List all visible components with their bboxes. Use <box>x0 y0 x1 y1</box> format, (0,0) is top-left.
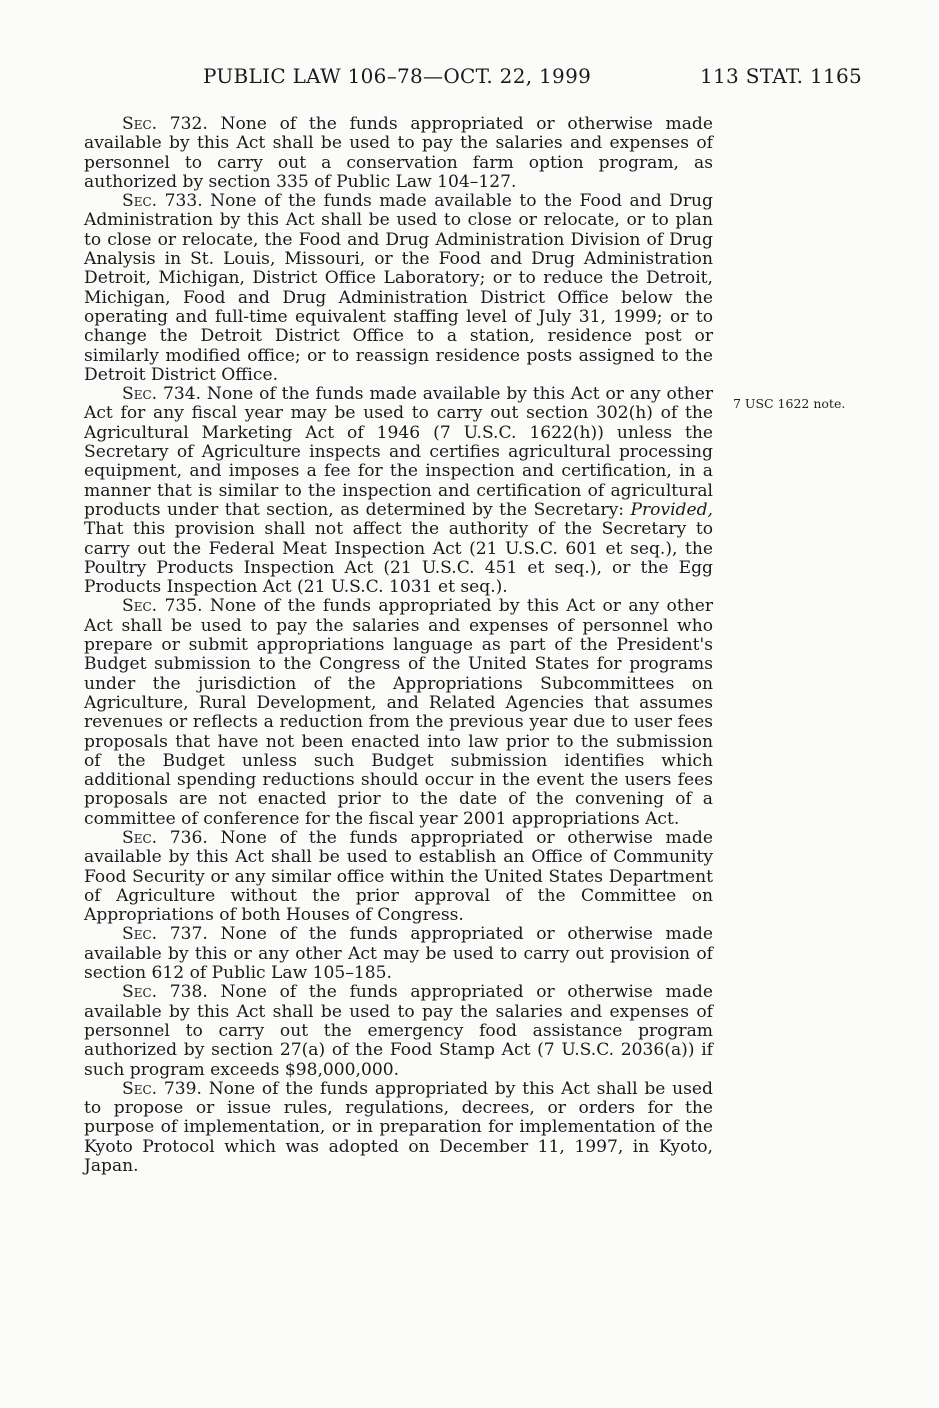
section-735 <box>84 597 713 829</box>
section-739 <box>84 1080 713 1176</box>
page-header <box>0 64 939 94</box>
section-text: None of the funds appropriated or otherwise made available by this Act shall be used to pay the salaries and expenses of personnel to carry out a conservation farm option program, as authorized by section 335 of Public Law 104–127. <box>84 114 713 192</box>
section-text: None of the funds appropriated or otherwise made available by this Act shall be used to establish an Office of Community Food Security or any similar office within the United States Department of Agriculture without the prior approval of the Committee on Appropriations of both Houses of Congress. <box>84 827 713 926</box>
section-text-continued: That this provision shall not affect the authority of the Secretary to carry out the Federal Meat Inspection Act (21 U.S.C. 601 et seq.), the Poultry Products Inspection Act (21 U.S.C. 451 et seq.), or the Egg Products Inspection Act (21 U.S.C. 1031 et seq.). <box>84 519 713 598</box>
section-label: Sec. 738. <box>122 982 208 1003</box>
section-734 <box>84 385 713 597</box>
section-label: Sec. 739. <box>122 1078 202 1099</box>
section-label: Sec. 737. <box>122 924 208 945</box>
running-head: PUBLIC LAW 106–78—OCT. 22, 1999 <box>203 64 592 88</box>
section-label: Sec. 734. <box>122 384 202 405</box>
section-label: Sec. 733. <box>122 191 203 212</box>
section-label: Sec. 735. <box>122 596 203 617</box>
section-732 <box>84 115 713 192</box>
document-body <box>84 115 713 1176</box>
section-label: Sec. 736. <box>122 827 208 848</box>
proviso-italic: Provided, <box>630 499 713 520</box>
section-736 <box>84 829 713 925</box>
section-text: None of the funds appropriated or otherwise made available by this or any other Act may be used to carry out provision of section 612 of Public Law 105–185. <box>84 924 713 984</box>
section-label: Sec. 732. <box>122 114 208 134</box>
section-738 <box>84 983 713 1079</box>
section-text: None of the funds made available to the Food and Drug Administration by this Act shall be used to close or relocate, or to plan to close or relocate, the Food and Drug Administration Division of Drug Analysis in St. Louis, Missouri, or the Food and Drug Administration Detroit, Michigan, District Office Laboratory; or to reduce the Detroit, Michigan, Food and Drug Administration District Office below the operating and full-time equivalent staffing level of July 31, 1999; or to change the Detroit District Office to a station, residence post or similarly modified office; or to reassign residence posts assigned to the Detroit District Office. <box>84 191 713 385</box>
section-text: None of the funds made available by this Act or any other Act for any fiscal year may be used to carry out section 302(h) of the Agricultural Marketing Act of 1946 (7 U.S.C. 1622(h)) unless the Secretary of Agriculture inspects and certifies agricultural processing equipment, and imposes a fee for the inspection and certification, in a manner that is similar to the inspection and certification of agricultural products under that section, as determined by the Secretary: <box>84 384 713 520</box>
section-737 <box>84 925 713 983</box>
section-text: None of the funds appropriated or otherwise made available by this Act shall be used to pay the salaries and expenses of personnel to carry out the emergency food assistance program authorized by section 27(a) of the Food Stamp Act (7 U.S.C. 2036(a)) if such program exceeds $98,000,000. <box>84 982 713 1080</box>
margin-note: 7 USC 1622 note. <box>733 396 846 411</box>
section-733 <box>84 192 713 385</box>
statute-citation: 113 STAT. 1165 <box>700 64 863 88</box>
section-text: None of the funds appropriated by this Act shall be used to propose or issue rules, regulations, decrees, or orders for the purpose of implementation, or in preparation for implementation of the Kyoto Protocol which was adopted on December 11, 1997, in Kyoto, Japan. <box>84 1078 713 1177</box>
section-text: None of the funds appropriated by this Act or any other Act shall be used to pay the salaries and expenses of personnel who prepare or submit appropriations language as part of the President's Budget submission to the Congress of the United States for programs under the jurisdiction of the Appropriations Subcommittees on Agriculture, Rural Development, and Related Agencies that assumes revenues or reflects a reduction from the previous year due to user fees proposals that have not been enacted into law prior to the submission of the Budget unless such Budget submission identifies which additional spending reductions should occur in the event the users fees proposals are not enacted prior to the date of the convening of a committee of conference for the fiscal year 2001 appropriations Act. <box>84 596 713 829</box>
